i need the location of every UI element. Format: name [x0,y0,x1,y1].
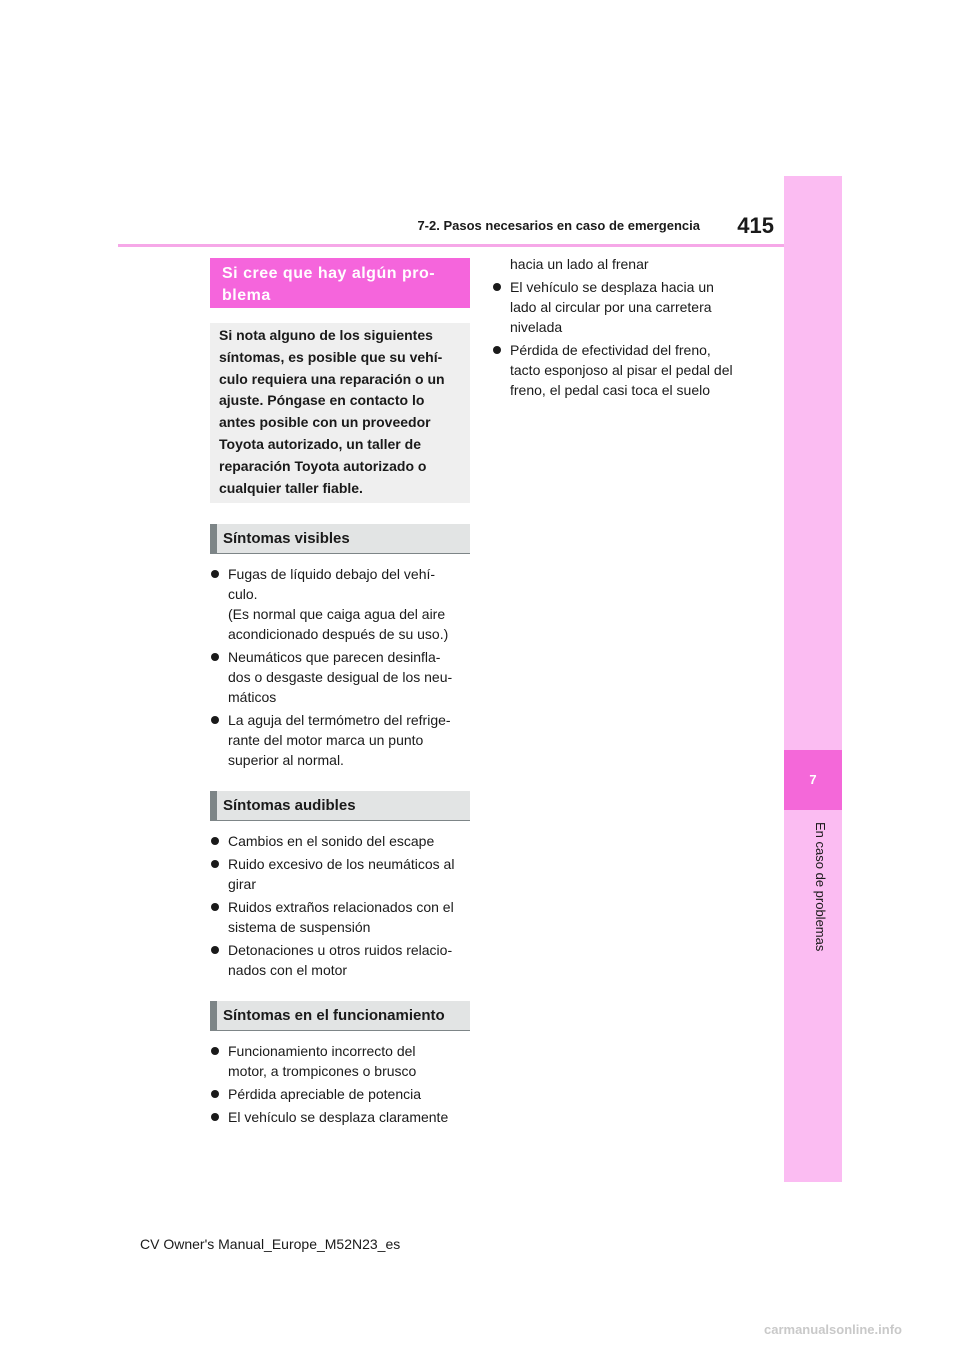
operation-symptoms-list-continued [492,277,754,400]
section-title: 7-2. Pasos necesarios en caso de emergencia [417,218,700,233]
chapter-title: En caso de problemas [813,822,828,952]
list-item: El vehículo se desplaza claramente [210,1107,470,1127]
list-item: Ruidos extraños relacionados con el sistema de suspensión [210,897,470,937]
list-item: Fugas de líquido debajo del vehí- culo. (Es normal que caiga agua del aire acondicionado después de su uso.) [210,564,470,644]
visible-symptoms-list [210,564,470,770]
side-tab [784,176,842,1182]
left-column [210,258,470,1130]
header-rule [118,244,784,247]
footer-manual-name: CV Owner's Manual_Europe_M52N23_es [140,1236,401,1252]
operation-symptoms-heading: Síntomas en el funcionamiento [210,1001,470,1031]
list-item: La aguja del termómetro del refrige- rante del motor marca un punto superior al normal. [210,710,470,770]
visible-symptoms-heading: Síntomas visibles [210,524,470,554]
list-item: Ruido excesivo de los neumáticos al girar [210,854,470,894]
list-item: Cambios en el sonido del escape [210,831,470,851]
list-item: Funcionamiento incorrecto del motor, a trompicones o brusco [210,1041,470,1081]
audible-symptoms-heading: Síntomas audibles [210,791,470,821]
audible-symptoms-list [210,831,470,980]
list-item: El vehículo se desplaza hacia un lado al circular por una carretera nivelada [492,277,754,337]
main-heading [210,258,470,308]
continued-text: hacia un lado al frenar [510,256,649,272]
right-column [492,254,754,403]
watermark: carmanualsonline.info [764,1322,902,1337]
notice-box: Si nota alguno de los siguientes síntomas, es posible que su vehí-culo requiera una reparación o un ajuste. Póngase en contacto lo antes posible con un proveedor Toyota autorizado, un taller de reparación Toyota autorizado o cualquier taller fiable. [210,323,470,503]
chapter-number-box: 7 [784,750,842,810]
list-item: Pérdida apreciable de potencia [210,1084,470,1104]
list-item: Neumáticos que parecen desinfla- dos o desgaste desigual de los neu- máticos [210,647,470,707]
operation-symptoms-list [210,1041,470,1127]
list-item: Pérdida de efectividad del freno, tacto esponjoso al pisar el pedal del freno, el pedal casi toca el suelo [492,340,754,400]
list-item: Detonaciones u otros ruidos relacio- nados con el motor [210,940,470,980]
main-heading-text: Si cree que hay algún pro- blema [222,265,436,304]
page-number: 415 [737,213,774,238]
